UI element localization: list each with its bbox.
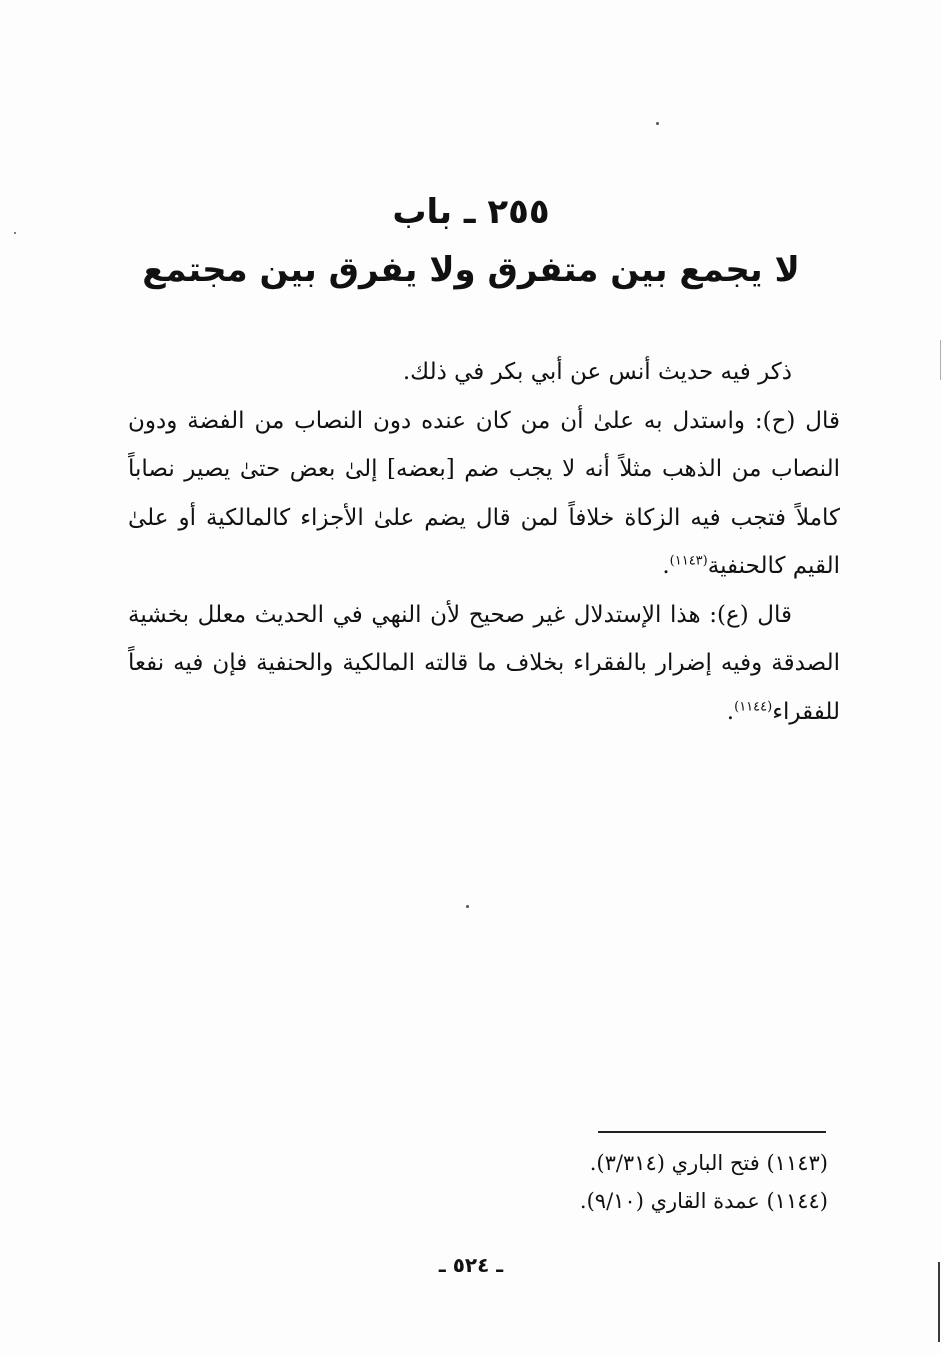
footnote-1143: (١١٤٣) فتح الباري (٣/٣١٤). — [589, 1151, 828, 1175]
footnote-ref-1143: (١١٤٣) — [669, 553, 708, 569]
footnote-ref-1144: (١١٤٤) — [734, 698, 773, 714]
paragraph-2 — [128, 397, 840, 591]
main-text — [128, 348, 840, 736]
footnotes — [430, 1144, 828, 1220]
chapter-heading: ٢٥٥ ـ باب — [392, 192, 550, 232]
chapter-title: لا يجمع بين متفرق ولا يفرق بين مجتمع — [142, 250, 800, 290]
scan-edge-mark — [938, 1262, 940, 1342]
scan-speck — [14, 232, 16, 234]
footnote-1144: (١١٤٤) عمدة القاري (٩/١٠). — [579, 1189, 828, 1213]
paragraph-3 — [128, 591, 840, 737]
scan-speck — [656, 122, 659, 125]
footnote-separator — [598, 1131, 826, 1133]
paragraph-3-end: . — [726, 698, 735, 725]
scan-speck — [466, 905, 469, 908]
paragraph-2-text: قال (ح): واستدل به علىٰ أن من كان عنده دون النصاب من الفضة ودون النصاب من الذهب مثلاً أنه لا يجب ضم [بعضه] إلىٰ بعض حتىٰ يصير نصاباً كاملاً فتجب فيه الزكاة خلافاً لمن قال يضم علىٰ الأجزاء كالمالكية أو علىٰ القيم كالحنفية — [128, 407, 840, 579]
paragraph-1: ذكر فيه حديث أنس عن أبي بكر في ذلك. — [402, 359, 792, 385]
page-number: ـ ٥٢٤ ـ — [438, 1253, 504, 1277]
paragraph-2-end: . — [662, 553, 670, 579]
scan-edge-mark — [940, 340, 941, 380]
paragraph-3-text: قال (ع): هذا الإستدلال غير صحيح لأن النهي في الحديث معلل بخشية الصدقة وفيه إضرار بالفقراء بخلاف ما قالته المالكية والحنفية فإن فيه نفعاً للفقراء — [128, 601, 840, 725]
